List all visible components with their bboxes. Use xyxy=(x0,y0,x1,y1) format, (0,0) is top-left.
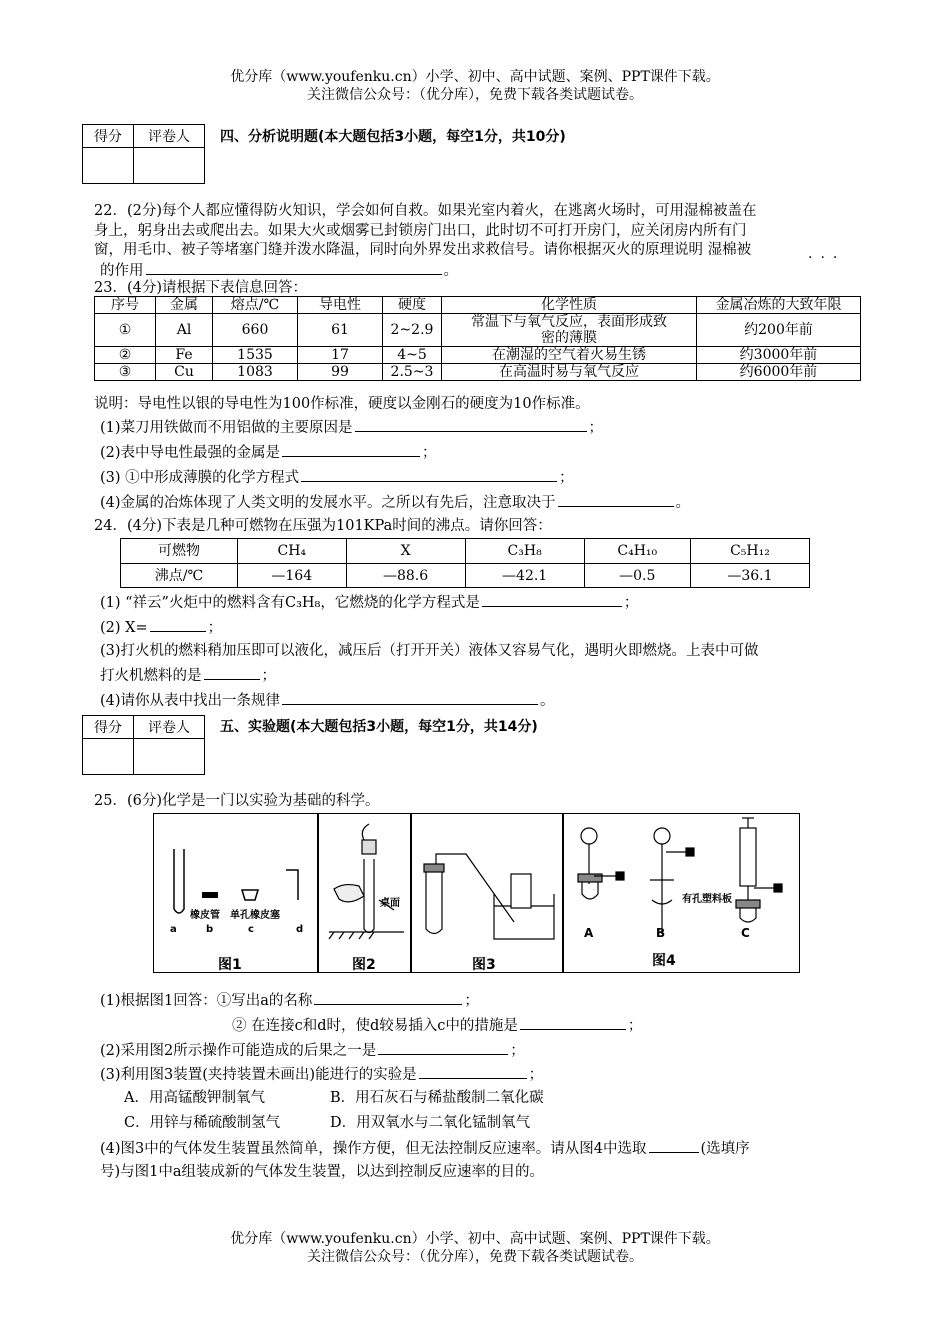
table-header: 熔点/℃ xyxy=(213,297,298,314)
label-c: c xyxy=(248,924,254,935)
q23-p1-text: (1)菜刀用铁做而不用铝做的主要原因是 xyxy=(100,420,353,436)
q25-part2 xyxy=(100,1040,525,1061)
table-row xyxy=(95,347,861,364)
q23-part4 xyxy=(100,492,690,513)
score-box-section5 xyxy=(82,715,205,775)
table-cell: 约3000年前 xyxy=(697,347,861,364)
table-header: C₄H₁₀ xyxy=(584,539,690,564)
table-cell: —42.1 xyxy=(465,564,584,588)
semicolon: ； xyxy=(627,1018,643,1034)
q25-p1b-text: ② 在连接c和d时，使d较易插入c中的措施是 xyxy=(232,1018,518,1034)
q25-p4b-text: (选填序 xyxy=(700,1141,750,1157)
table-cell: 沸点/℃ xyxy=(121,564,238,588)
semicolon: ； xyxy=(528,1067,544,1083)
label-B: B xyxy=(656,926,666,940)
grader-cell[interactable] xyxy=(134,148,205,184)
table-header: CH₄ xyxy=(238,539,347,564)
table-header: 金属 xyxy=(156,297,213,314)
q24-p3b-text: 打火机燃料的是 xyxy=(100,668,202,684)
table-cell: Cu xyxy=(156,364,213,381)
grader-label: 评卷人 xyxy=(134,716,205,739)
chem-text-a: 常温下与氧气反应，表面形成致 xyxy=(471,314,667,330)
q24-p2-blank[interactable] xyxy=(150,617,206,632)
q23-p2-text: (2)表中导电性最强的金属是 xyxy=(100,445,281,461)
semicolon: ； xyxy=(510,1043,525,1059)
semicolon: ； xyxy=(261,668,276,684)
label-stopper: 单孔橡皮塞 xyxy=(230,910,280,921)
caption-fig2: 图2 xyxy=(352,957,376,973)
stopper-c xyxy=(242,890,258,900)
rubber-tube-b xyxy=(202,892,218,898)
table-cell: 约200年前 xyxy=(697,314,861,347)
table-cell: 1535 xyxy=(213,347,298,364)
table-cell: 4~5 xyxy=(383,347,442,364)
q24-intro: 24．(4分)下表是几种可燃物在压强为101KPa时间的沸点。请你回答： xyxy=(94,518,552,534)
table-cell: 99 xyxy=(298,364,383,381)
q22-period: 。 xyxy=(443,263,458,279)
semicolon: ； xyxy=(588,420,604,436)
q24-p3-blank[interactable] xyxy=(204,665,260,680)
semicolon: ； xyxy=(422,445,437,461)
q24-p1-blank[interactable] xyxy=(482,592,622,607)
table-row xyxy=(95,364,861,381)
table-header-row xyxy=(95,297,861,314)
q23-intro: 23．(4分)请根据下表信息回答： xyxy=(94,280,307,296)
q25-p4-blank[interactable] xyxy=(649,1138,699,1153)
q25-p2-text: (2)采用图2所示操作可能造成的后果之一是 xyxy=(100,1043,377,1059)
table-cell: Fe xyxy=(156,347,213,364)
table-cell: —36.1 xyxy=(690,564,809,588)
label-C: C xyxy=(741,926,750,940)
q25-part1a xyxy=(100,990,479,1011)
glass-tube-d xyxy=(286,870,298,900)
fig4-apparatus-c xyxy=(736,818,782,922)
q25-part4a xyxy=(100,1138,750,1159)
q25-part3 xyxy=(100,1064,543,1085)
q23-note: 说明：导电性以银的导电性为100作标准，硬度以金刚石的硬度为10作标准。 xyxy=(94,396,590,412)
q23-p3-blank[interactable] xyxy=(301,467,557,482)
table-cell: ③ xyxy=(95,364,156,381)
table-cell: 61 xyxy=(298,314,383,347)
section5-title: 五、实验题(本大题包括3小题，每空1分，共14分) xyxy=(220,719,538,735)
label-desk: 桌面 xyxy=(380,898,400,909)
q24-part1 xyxy=(100,592,638,613)
label-d: d xyxy=(296,924,304,935)
fig3-apparatus xyxy=(424,854,554,939)
fig4-apparatus-a xyxy=(578,828,624,899)
q22-answer-blank[interactable] xyxy=(146,260,442,275)
table-cell: —0.5 xyxy=(584,564,690,588)
table-header: 序号 xyxy=(95,297,156,314)
table-cell: —88.6 xyxy=(346,564,465,588)
fig2-apparatus xyxy=(329,824,404,939)
caption-fig3: 图3 xyxy=(472,957,496,973)
table-header: 硬度 xyxy=(383,297,442,314)
semicolon: ； xyxy=(559,470,574,486)
period: 。 xyxy=(540,693,555,709)
q23-part1 xyxy=(100,417,603,438)
q23-p4-text: (4)金属的冶炼体现了人类文明的发展水平。之所以有先后，注意取决于 xyxy=(100,495,556,511)
q23-p1-blank[interactable] xyxy=(355,417,587,432)
table-header: C₃H₈ xyxy=(465,539,584,564)
label-b: b xyxy=(206,924,214,935)
table-header-row xyxy=(121,539,810,564)
table-cell: 1083 xyxy=(213,364,298,381)
q24-p4-text: (4)请你从表中找出一条规律 xyxy=(100,693,281,709)
semicolon: ； xyxy=(207,620,223,636)
q23-p2-blank[interactable] xyxy=(282,442,420,457)
score-label: 得分 xyxy=(83,716,134,739)
emphasis-dots: ··· xyxy=(808,250,846,266)
fig4-apparatus-b xyxy=(650,828,694,934)
q22-line-2: 身上，躬身出去或爬出去。如果大火或烟雾已封锁房门出口，此时切不可打开房门，应关闭房内所有门 xyxy=(94,223,747,239)
table-cell: 在潮湿的空气着火易生锈 xyxy=(442,347,697,364)
table-cell: 约6000年前 xyxy=(697,364,861,381)
header-line-2: 关注微信公众号：（优分库），免费下载各类试题试卷。 xyxy=(307,87,643,103)
label-plate: 有孔塑料板 xyxy=(682,894,732,905)
q25-p1a-text: (1)根据图1回答：①写出a的名称 xyxy=(100,993,313,1009)
q25-option-d: D．用双氧水与二氧化锰制氧气 xyxy=(330,1115,531,1131)
q25-option-b: B．用石灰石与稀盐酸制二氧化碳 xyxy=(330,1090,544,1106)
q24-p1-text: (1) “祥云”火炬中的燃料含有C₃H₈，它燃烧的化学方程式是 xyxy=(100,595,480,611)
label-a: a xyxy=(170,924,177,935)
q25-p3-text: (3)利用图3装置(夹持装置未画出)能进行的实验是 xyxy=(100,1067,417,1083)
semicolon: ； xyxy=(464,993,479,1009)
score-box-section4 xyxy=(82,124,205,184)
table-cell: 17 xyxy=(298,347,383,364)
section4-title: 四、分析说明题(本大题包括3小题，每空1分，共10分) xyxy=(220,129,566,145)
table-header: 导电性 xyxy=(298,297,383,314)
header-line-1: 优分库（www.youfenku.cn）小学、初中、高中试题、案例、PPT课件下载。 xyxy=(230,69,720,85)
score-label: 得分 xyxy=(83,125,134,148)
caption-fig1: 图1 xyxy=(218,957,242,973)
caption-fig4: 图4 xyxy=(652,953,676,969)
table-header: 化学性质 xyxy=(442,297,697,314)
table-cell: 2~2.9 xyxy=(383,314,442,347)
q23-metal-table xyxy=(94,296,861,381)
table-cell: Al xyxy=(156,314,213,347)
table-header: 金属冶炼的大致年限 xyxy=(697,297,861,314)
q23-part3 xyxy=(100,467,574,488)
q25-option-c: C．用锌与稀硫酸制氢气 xyxy=(124,1115,281,1131)
chem-text-b: 密的薄膜 xyxy=(541,330,597,346)
q24-boiling-table xyxy=(120,538,810,588)
table-row xyxy=(121,564,810,588)
q25-part4b: 号)与图1中a组装成新的气体发生装置，以达到控制反应速率的目的。 xyxy=(100,1164,545,1180)
q22-line-3: 窗，用毛巾、被子等堵塞门缝并泼水降温，同时向外界发出求救信号。请你根据灭火的原理说明 湿棉被 xyxy=(94,242,752,258)
q22-prefix: 的作用 xyxy=(100,263,144,279)
q24-part2 xyxy=(100,617,222,638)
table-cell xyxy=(442,314,697,347)
q24-p2-text: (2) X= xyxy=(100,620,148,636)
table-header: C₅H₁₂ xyxy=(690,539,809,564)
grader-cell[interactable] xyxy=(134,739,205,775)
q24-part3a: (3)打火机的燃料稍加压即可以液化，减压后（打开开关）液体又容易气化，遇明火即燃烧。上表中可做 xyxy=(100,643,759,659)
score-cell[interactable] xyxy=(83,148,134,184)
q24-part3b xyxy=(100,665,276,686)
q25-part1b xyxy=(232,1015,642,1036)
q25-option-a: A．用高锰酸钾制氧气 xyxy=(124,1090,265,1106)
table-cell: ② xyxy=(95,347,156,364)
q23-part2 xyxy=(100,442,437,463)
table-row xyxy=(95,314,861,347)
q23-p4-blank[interactable] xyxy=(558,492,674,507)
q25-p1a-blank[interactable] xyxy=(314,990,462,1005)
table-cell: 660 xyxy=(213,314,298,347)
label-A: A xyxy=(584,926,594,940)
q25-intro: 25．(6分)化学是一门以实验为基础的科学。 xyxy=(94,793,380,809)
period: 。 xyxy=(675,495,691,511)
experiment-figures xyxy=(153,813,800,973)
semicolon: ； xyxy=(623,595,639,611)
q25-p3-blank[interactable] xyxy=(419,1064,527,1079)
table-cell: —164 xyxy=(238,564,347,588)
table-cell: 2.5~3 xyxy=(383,364,442,381)
q25-p2-blank[interactable] xyxy=(378,1040,508,1055)
q22-line-1: 22．(2分)每个人都应懂得防火知识，学会如何自救。如果光室内着火，在逃离火场时，可用湿棉被盖在 xyxy=(94,203,757,219)
footer-line-2: 关注微信公众号：（优分库），免费下载各类试题试卷。 xyxy=(307,1249,643,1265)
q23-p3-text: (3) ①中形成薄膜的化学方程式 xyxy=(100,470,300,486)
q24-p4-blank[interactable] xyxy=(282,690,538,705)
grader-label: 评卷人 xyxy=(134,125,205,148)
table-cell: 在高温时易与氧气反应 xyxy=(442,364,697,381)
label-rubber-tube: 橡皮管 xyxy=(190,910,220,921)
table-header: 可燃物 xyxy=(121,539,238,564)
q25-p4a-text: (4)图3中的气体发生装置虽然简单，操作方便，但无法控制反应速率。请从图4中选取 xyxy=(100,1141,647,1157)
q25-p1b-blank[interactable] xyxy=(520,1015,626,1030)
score-cell[interactable] xyxy=(83,739,134,775)
table-cell: ① xyxy=(95,314,156,347)
table-header: X xyxy=(346,539,465,564)
test-tube-a xyxy=(174,849,184,913)
q24-part4 xyxy=(100,690,555,711)
footer-line-1: 优分库（www.youfenku.cn）小学、初中、高中试题、案例、PPT课件下载。 xyxy=(230,1231,720,1247)
